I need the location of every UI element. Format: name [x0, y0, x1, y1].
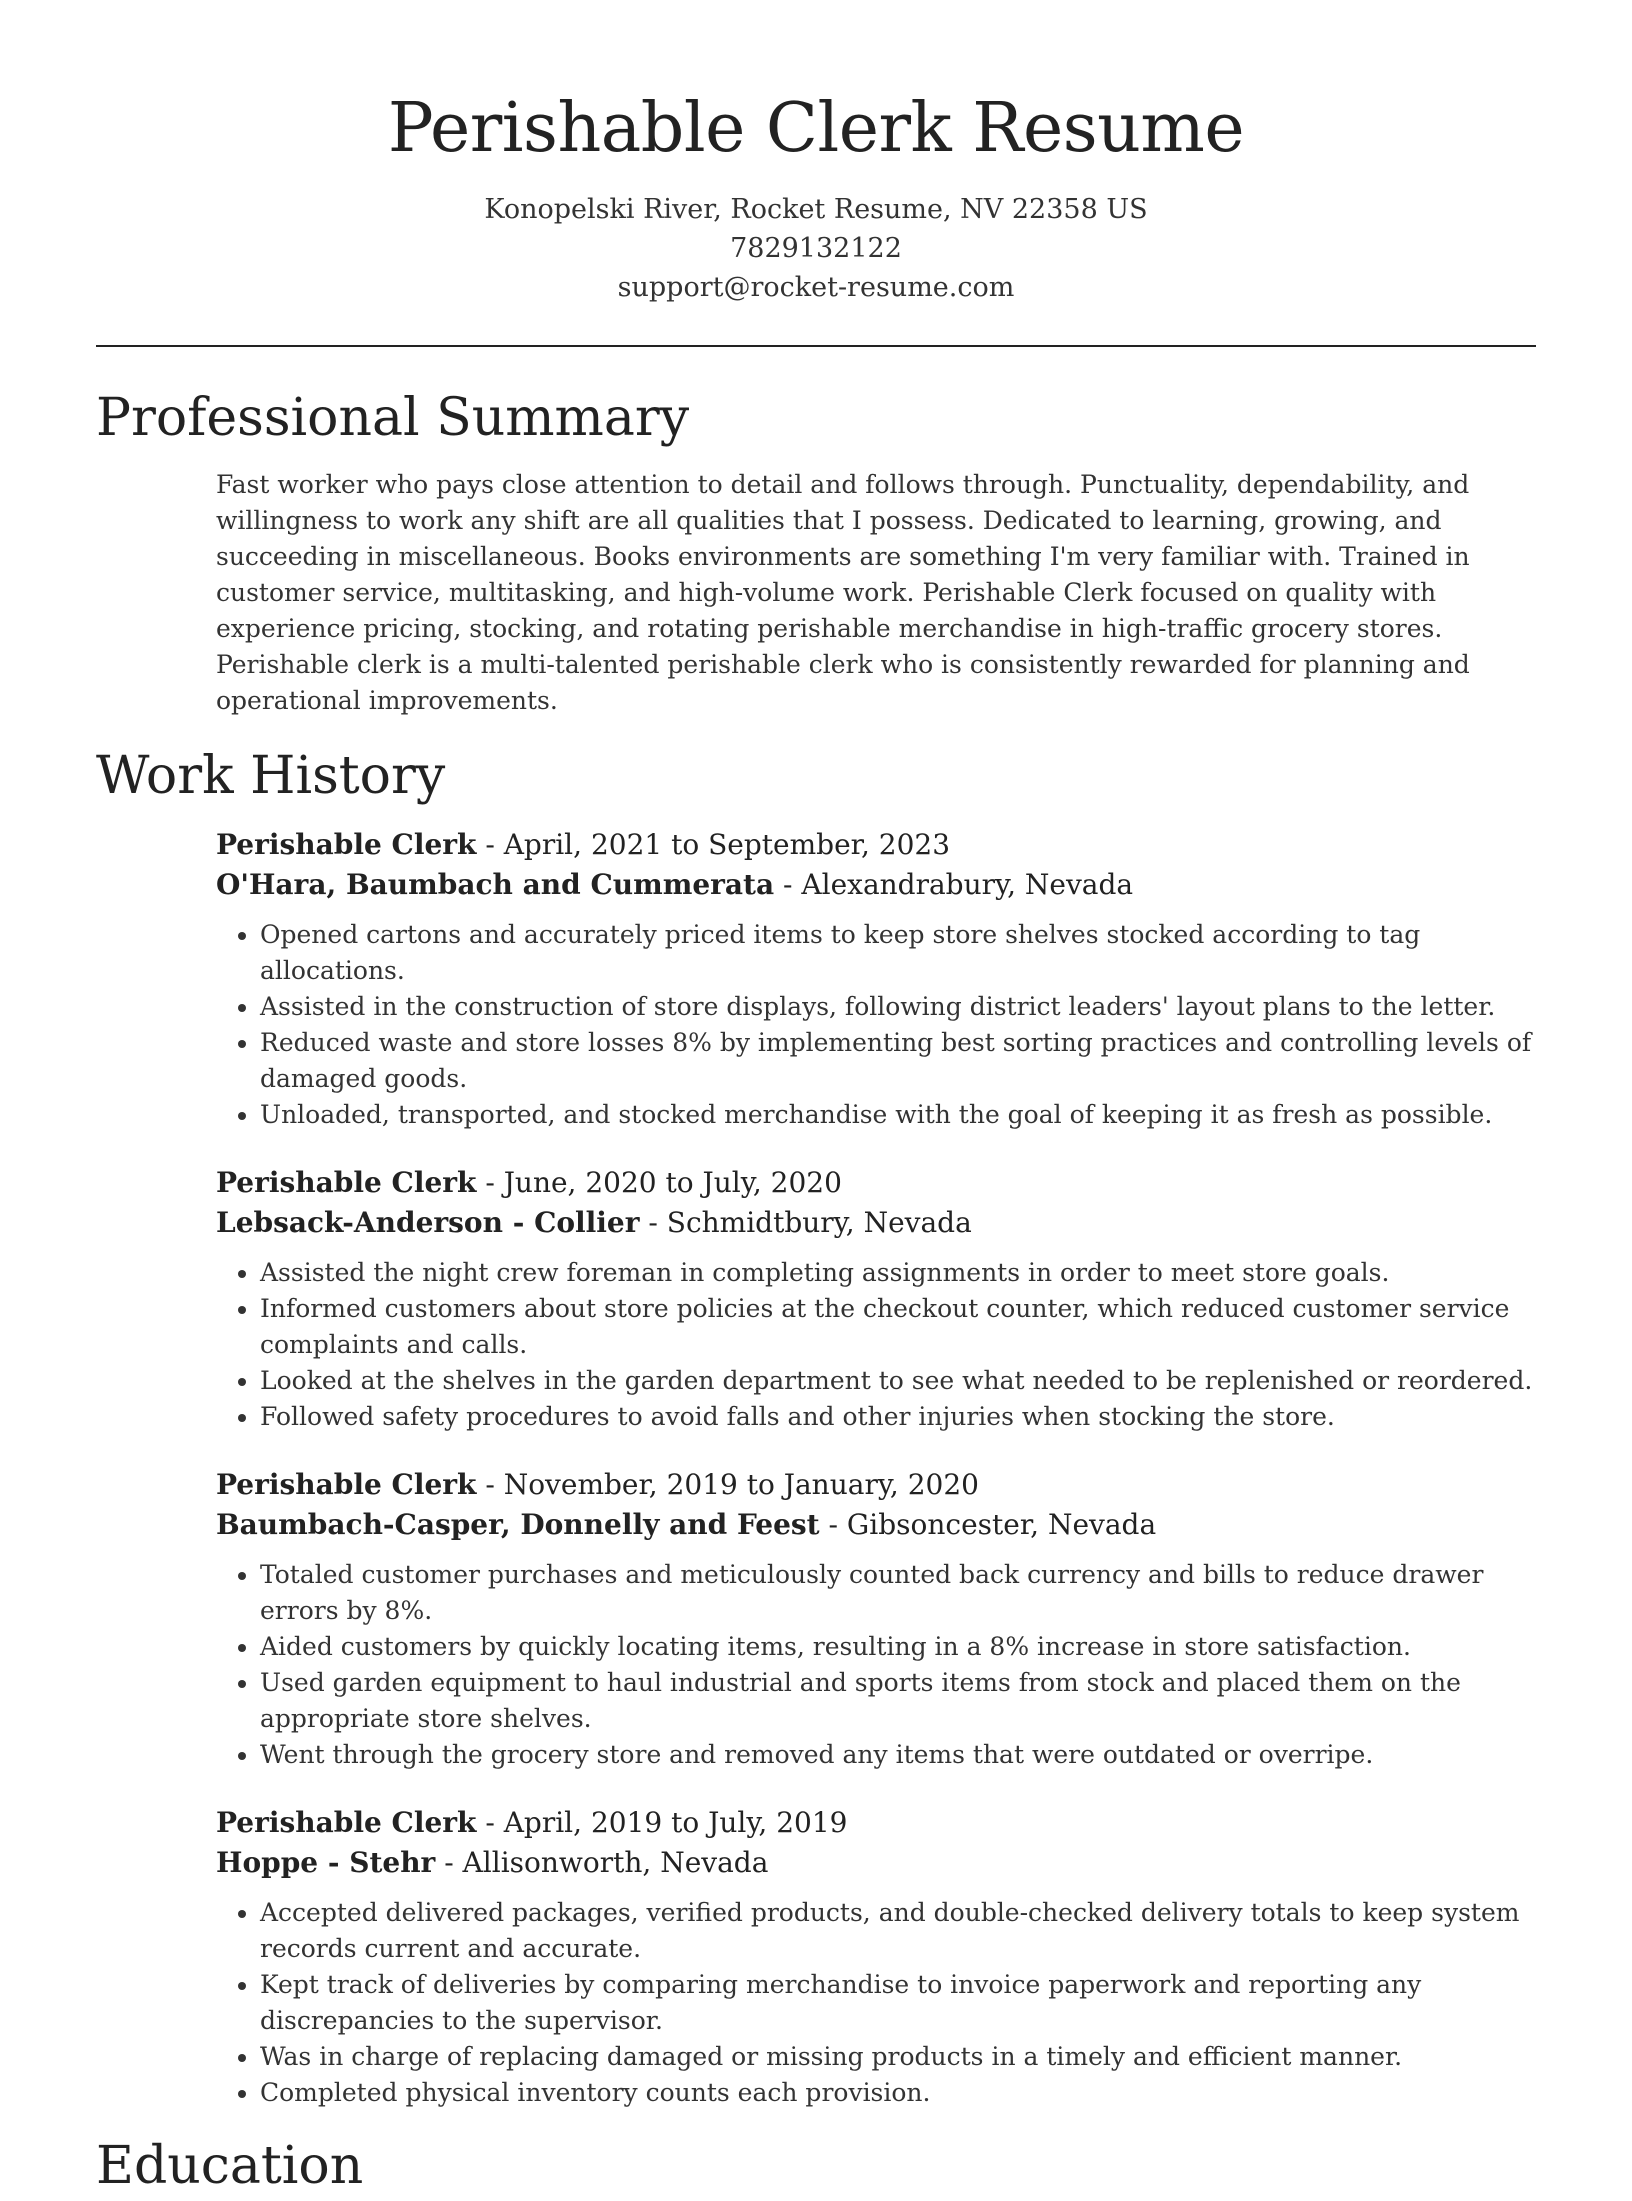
- job-bullets: [216, 1895, 1536, 2111]
- job-dates: - April, 2019 to July, 2019: [476, 1806, 848, 1839]
- job-bullet: • Opened cartons and accurately priced items to keep store shelves stocked according to tag allocations.: [260, 917, 1536, 989]
- job-dates: - April, 2021 to September, 2023: [476, 828, 951, 861]
- job-bullet: • Informed customers about store policies at the checkout counter, which reduced customer service complaints and calls.: [260, 1291, 1536, 1363]
- job-entry: [216, 1163, 1536, 1435]
- job-company-line: [216, 1203, 1536, 1243]
- job-bullet: • Totaled customer purchases and meticulously counted back currency and bills to reduce drawer errors by 8%.: [260, 1557, 1536, 1629]
- job-location: - Schmidtbury, Nevada: [639, 1206, 972, 1239]
- job-dates: - November, 2019 to January, 2020: [476, 1468, 979, 1501]
- email: support@rocket-resume.com: [617, 272, 1015, 303]
- job-location: - Gibsoncester, Nevada: [819, 1508, 1157, 1541]
- job-bullet: • Reduced waste and store losses 8% by implementing best sorting practices and controlling levels of damaged goods.: [260, 1025, 1536, 1097]
- job-bullet: • Accepted delivered packages, verified products, and double-checked delivery totals to keep system records current and accurate.: [260, 1895, 1536, 1967]
- job-company: Baumbach-Casper, Donnelly and Feest: [216, 1508, 820, 1541]
- job-company: Hoppe - Stehr: [216, 1846, 436, 1879]
- job-bullet: • Assisted in the construction of store displays, following district leaders' layout plans to the letter.: [260, 989, 1536, 1025]
- summary-section: [96, 383, 1536, 719]
- job-bullet: • Aided customers by quickly locating items, resulting in a 8% increase in store satisfaction.: [260, 1629, 1536, 1665]
- resume-title: Perishable Clerk Resume: [387, 89, 1245, 168]
- job-company-line: [216, 1505, 1536, 1545]
- address: Konopelski River, Rocket Resume, NV 22358 US: [484, 194, 1148, 225]
- job-bullet: • Looked at the shelves in the garden department to see what needed to be replenished or reordered.: [260, 1363, 1536, 1399]
- job-bullet: • Assisted the night crew foreman in completing assignments in order to meet store goals.: [260, 1255, 1536, 1291]
- job-title-line: [216, 1163, 1536, 1203]
- job-bullets: [216, 917, 1536, 1133]
- summary-heading: Professional Summary: [96, 388, 690, 448]
- header-divider: [96, 345, 1536, 347]
- job-dates: - June, 2020 to July, 2020: [476, 1166, 842, 1199]
- education-heading: Education: [96, 2136, 364, 2196]
- job-location: - Alexandrabury, Nevada: [774, 868, 1134, 901]
- job-entry: [216, 1465, 1536, 1773]
- job-title-line: [216, 1465, 1536, 1505]
- job-entry: [216, 825, 1536, 1133]
- job-title: Perishable Clerk: [216, 1806, 477, 1839]
- job-bullet: • Completed physical inventory counts each provision.: [260, 2075, 1536, 2111]
- job-title: Perishable Clerk: [216, 1468, 477, 1501]
- job-title: Perishable Clerk: [216, 1166, 477, 1199]
- job-title: Perishable Clerk: [216, 828, 477, 861]
- job-bullet: • Was in charge of replacing damaged or missing products in a timely and efficient manner.: [260, 2039, 1536, 2075]
- resume-header: [0, 0, 1632, 307]
- job-company: Lebsack-Anderson - Collier: [216, 1206, 640, 1239]
- job-bullet: • Followed safety procedures to avoid falls and other injuries when stocking the store.: [260, 1399, 1536, 1435]
- job-entry: [216, 1803, 1536, 2111]
- job-company-line: [216, 865, 1536, 905]
- job-company: O'Hara, Baumbach and Cummerata: [216, 868, 775, 901]
- job-bullet: • Went through the grocery store and removed any items that were outdated or overripe.: [260, 1737, 1536, 1773]
- work-history-heading: Work History: [96, 746, 446, 806]
- job-title-line: [216, 825, 1536, 865]
- job-bullet: • Used garden equipment to haul industrial and sports items from stock and placed them on the appropriate store shelves.: [260, 1665, 1536, 1737]
- job-location: - Allisonworth, Nevada: [435, 1846, 769, 1879]
- summary-text: Fast worker who pays close attention to detail and follows through. Punctuality, dependability, and willingness to work any shift are all qualities that I possess. Dedicated to learning, growing, and succeeding in miscellaneous. Books environments are something I'm very familiar with. Trained in customer service, multitasking, and high-volume work. Perishable Clerk focused on quality with experience pricing, stocking, and rotating perishable merchandise in high-traffic grocery stores. Perishable clerk is a multi-talented perishable clerk who is consistently rewarded for planning and operational improvements.: [216, 470, 1470, 715]
- work-history-section: [96, 741, 1536, 2111]
- job-company-line: [216, 1843, 1536, 1883]
- job-bullet: • Unloaded, transported, and stocked merchandise with the goal of keeping it as fresh as possible.: [260, 1097, 1536, 1133]
- job-bullets: [216, 1557, 1536, 1773]
- job-title-line: [216, 1803, 1536, 1843]
- job-bullets: [216, 1255, 1536, 1435]
- phone: 7829132122: [730, 233, 902, 264]
- education-section: [96, 2131, 1536, 2201]
- contact-info: [0, 190, 1632, 307]
- job-bullet: • Kept track of deliveries by comparing merchandise to invoice paperwork and reporting any discrepancies to the supervisor.: [260, 1967, 1536, 2039]
